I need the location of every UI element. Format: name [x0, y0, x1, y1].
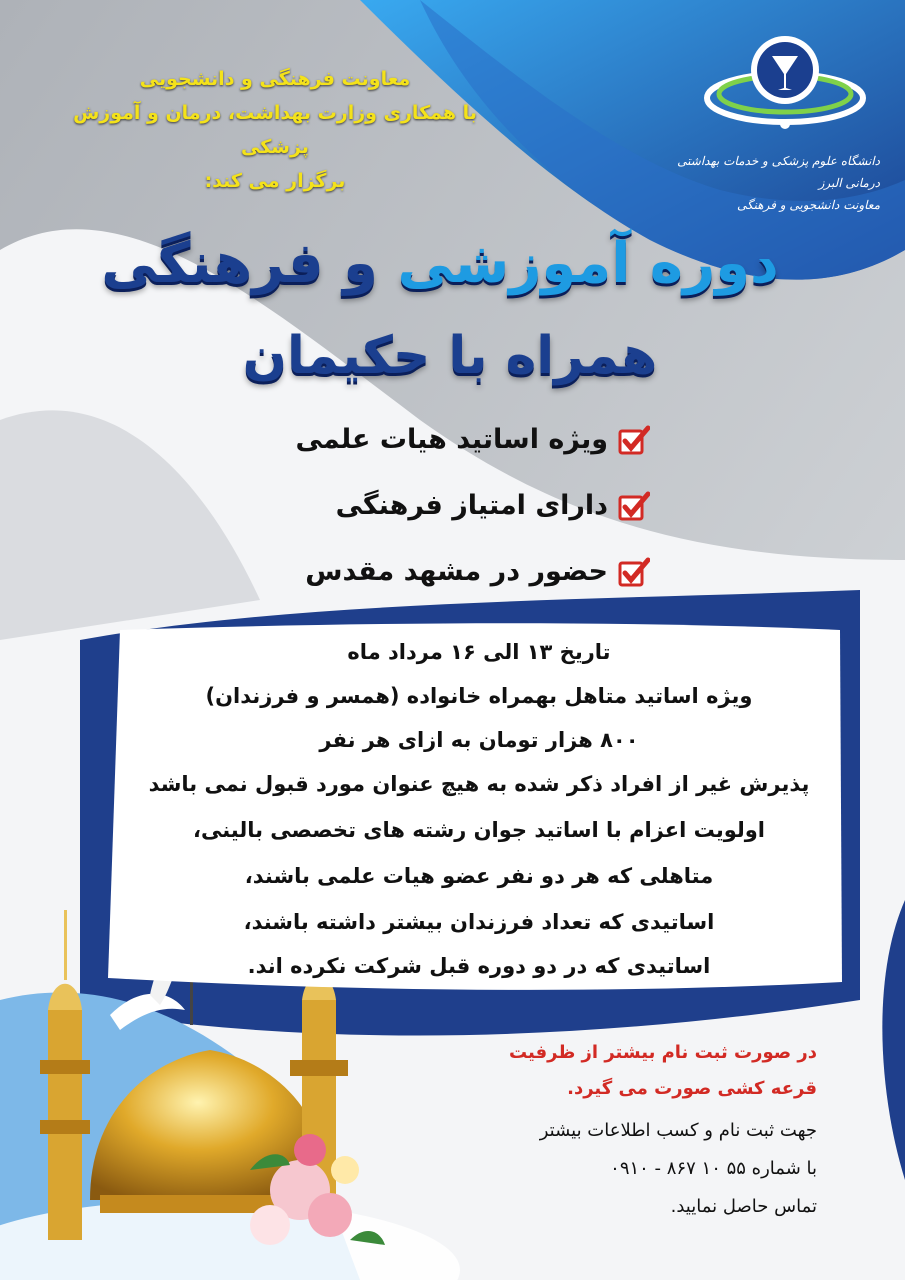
details-line: پذیرش غیر از افراد ذکر شده به هیچ عنوان مورد قبول نمی باشد: [148, 772, 810, 796]
details-box-shape: [100, 622, 850, 1002]
feature-label: دارای امتیاز فرهنگی: [335, 490, 608, 521]
feature-label: حضور در مشهد مقدس: [305, 556, 608, 587]
title-part-2: فرهنگی: [101, 231, 324, 296]
title-part-1: دوره آموزشی: [397, 231, 779, 296]
feature-label: ویژه اساتید هیات علمی: [295, 424, 608, 455]
details-line: ویژه اساتید متاهل بهمراه خانواده (همسر و فرزندان): [205, 684, 753, 708]
details-line: اولویت اعزام با اساتید جوان رشته های تخصصی بالینی،: [192, 818, 766, 842]
contact-line-1: جهت ثبت نام و کسب اطلاعات بیشتر: [539, 1120, 817, 1141]
lottery-note-line-2: قرعه کشی صورت می گیرد.: [567, 1078, 817, 1099]
details-line: متاهلی که هر دو نفر عضو هیات علمی باشند،: [244, 864, 714, 888]
checkbox-check-icon: [618, 425, 650, 455]
checkbox-check-icon: [618, 557, 650, 587]
contact-phone: با شماره ۵۵ ۱۰ ۸۶۷ - ۰۹۱۰: [610, 1158, 817, 1179]
details-line: اساتیدی که در دو دوره قبل شرکت نکرده اند.: [247, 954, 711, 978]
university-line-2: معاونت دانشجویی و فرهنگی: [737, 198, 880, 212]
details-line: ۸۰۰ هزار تومان به ازای هر نفر: [319, 728, 639, 752]
university-line-1: دانشگاه علوم پزشکی و خدمات بهداشتی درمانی البرز: [677, 154, 880, 190]
course-title: [80, 228, 800, 300]
course-subtitle: همراه با حکیمان: [242, 326, 658, 386]
details-line: اساتیدی که تعداد فرزندان بیشتر داشته باشند،: [243, 910, 715, 934]
organizer-line-1: معاونت فرهنگی و دانشجویی: [139, 68, 411, 90]
feature-item-1: [296, 424, 650, 455]
lottery-note-line-1: در صورت ثبت نام بیشتر از ظرفیت: [508, 1042, 817, 1063]
contact-line-3: تماس حاصل نمایید.: [670, 1196, 817, 1217]
feature-item-2: [336, 490, 650, 521]
title-connector: و: [343, 231, 378, 296]
checkbox-check-icon: [618, 491, 650, 521]
details-box: [100, 622, 850, 1002]
organizer-header: [40, 62, 510, 198]
organizer-line-3: برگزار می کند:: [204, 170, 346, 192]
university-name: [660, 150, 880, 216]
organizer-line-2: با همکاری وزارت بهداشت، درمان و آموزش پزشکی: [73, 102, 477, 158]
university-logo: [700, 28, 870, 148]
feature-item-3: [305, 556, 650, 587]
details-line: تاریخ ۱۳ الی ۱۶ مرداد ماه: [347, 640, 611, 664]
